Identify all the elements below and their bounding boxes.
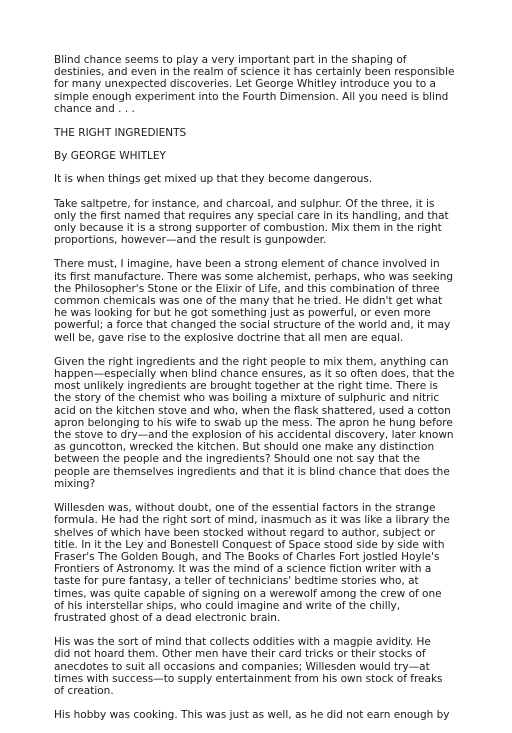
intro-paragraph: Blind chance seems to play a very important part in the shaping of destinies, and even in the realm of science it has certainly been responsible for many unexpected discoveries. Let George Whitley introduce you to a simple enough experiment into the Fourth Dimension. All you need is blind chance and . . . bbox=[54, 54, 455, 115]
body-paragraph-6: His was the sort of mind that collects oddities with a magpie avidity. He did not hoard them. Other men have their card tricks or their stocks of anecdotes to suit all occasions and companies; Willesden would try—at times with success—to supply entertainment from his own stock of freaks of creation. bbox=[54, 636, 443, 697]
byline: By GEORGE WHITLEY bbox=[54, 150, 166, 163]
body-paragraph-3: There must, I imagine, have been a strong element of chance involved in its first manufacture. There was some alchemist, perhaps, who was seeking the Philosopher's Stone or the Elixir of Life, and this combination of three common chemicals was one of the many that he tried. He didn't get what he was looking for but he got something just as powerful, or even more powerful; a force that changed the social structure of the world and, it may well be, gave rise to the explosive doctrine that all men are equal. bbox=[54, 258, 454, 344]
body-paragraph-7: His hobby was cooking. This was just as well, as he did not earn enough by bbox=[54, 709, 450, 722]
body-paragraph-4: Given the right ingredients and the right people to mix them, anything can happen—especially when blind chance ensures, as it so often does, that the most unlikely ingredients are brought together at the right time. There is the story of the chemist who was boiling a mixture of sulphuric and nitric acid on the kitchen stove and who, when the flask shattered, used a cotton apron belonging to his wife to swab up the mess. The apron he hung before the stove to dry—and the explosion of his accidental discovery, later known as guncotton, wrecked the kitchen. But should one make any distinction between the people and the ingredients? Should one not say that the people are themselves ingredients and that it is blind chance that does the mixing? bbox=[54, 355, 455, 490]
body-paragraph-1: It is when things get mixed up that they become dangerous. bbox=[54, 173, 373, 186]
body-paragraph-2: Take saltpetre, for instance, and charcoal, and sulphur. Of the three, it is only the first named that requires any special care in its handling, and that only because it is a strong supporter of combustion. Mix them in the right proportions, however—and the result is gunpowder. bbox=[54, 197, 449, 247]
body-paragraph-5: Willesden was, without doubt, one of the essential factors in the strange formula. He had the right sort of mind, inasmuch as it was like a library the shelves of which have been stocked without regard to author, subject or title. In it the Ley and Bonestell Conquest of Space stood side by side with Fraser's The Golden Bough, and The Books of Charles Fort jostled Hoyle's Frontiers of Astronomy. It was the mind of a science fiction writer with a taste for pure fantasy, a teller of technicians' bedtime stories who, at times, was quite capable of signing on a werewolf among the crew of one of his interstellar ships, who could imagine and write of the chilly, frustrated ghost of a dead electronic brain. bbox=[54, 502, 450, 624]
document-page bbox=[54, 54, 466, 733]
story-title: THE RIGHT INGREDIENTS bbox=[54, 127, 187, 140]
